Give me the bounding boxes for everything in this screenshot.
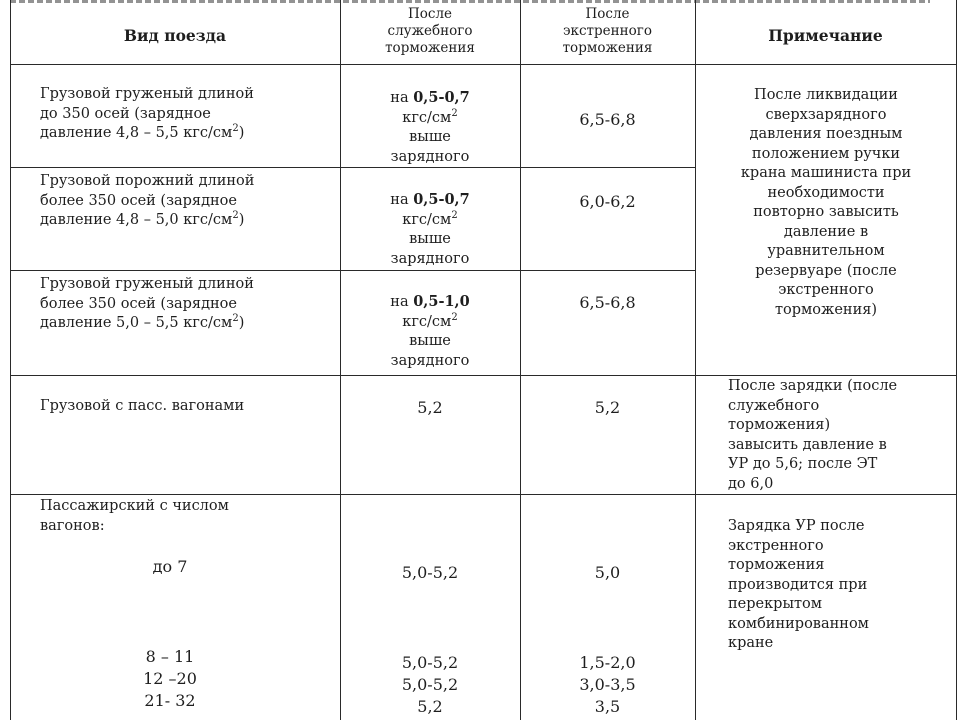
value: 5,0-5,2	[401, 653, 459, 672]
value: 3,0-3,5	[579, 675, 636, 694]
text-line	[340, 190, 520, 211]
row1-train-type	[40, 85, 335, 144]
text-line: торможения)	[728, 417, 831, 433]
grid-line	[10, 375, 957, 376]
row3-service	[340, 292, 520, 371]
value: 21- 32	[144, 691, 196, 710]
text-line: крана машиниста при	[740, 165, 912, 181]
text-line: торможения)	[774, 301, 878, 318]
text-line: Грузовой порожний длиной	[40, 173, 255, 189]
text-line: до 6,0	[728, 475, 774, 492]
row5-service-rest	[340, 652, 520, 718]
text-line: завысить давление в	[728, 436, 887, 453]
value: 5,0	[594, 563, 621, 582]
value: 5,2	[417, 697, 443, 716]
text-part: кгс/см	[402, 109, 452, 126]
superscript: 2	[451, 209, 458, 221]
text-line: Зарядка УР после	[728, 518, 865, 534]
text-line: резервуаре (после	[755, 262, 897, 279]
value: 0,5-0,7	[413, 89, 470, 106]
value: 5,0-5,2	[401, 563, 459, 582]
text-part: на	[390, 294, 414, 310]
text-part: давление 5,0 – 5,5 кгс/см	[40, 315, 233, 331]
value: 5,0-5,2	[401, 675, 459, 694]
row4-train-type	[40, 397, 335, 417]
row2-train-type	[40, 172, 335, 231]
header-train-type	[10, 26, 340, 46]
value: 6,5-6,8	[579, 110, 636, 129]
value: 0,5-1,0	[413, 293, 470, 310]
value: 5,2	[594, 398, 621, 417]
grid-line	[520, 0, 521, 720]
text-line: зарядного	[390, 352, 470, 369]
row5-emergency-rest	[520, 652, 695, 718]
text-line: Грузовой груженый длиной	[40, 86, 254, 102]
grid-line	[10, 167, 696, 168]
value: 6,5-6,8	[579, 293, 636, 312]
text-line: служебного	[728, 397, 820, 414]
text-line	[40, 124, 335, 144]
cropped-top-line	[10, 0, 930, 3]
text-line: необходимости	[767, 184, 885, 201]
text-line: зарядного	[390, 148, 470, 165]
text-part: кгс/см	[402, 313, 452, 330]
text-line: торможения	[728, 557, 825, 573]
text-part: давление 4,8 – 5,5 кгс/см	[40, 125, 233, 141]
row2-emergency	[520, 192, 695, 212]
header-line: служебного	[387, 23, 473, 39]
value: 1,5-2,0	[579, 653, 636, 672]
value: 6,0-6,2	[579, 192, 636, 211]
text-line: экстренного	[778, 282, 874, 298]
value: 0,5-0,7	[413, 191, 470, 208]
superscript: 2	[451, 311, 458, 323]
header-line: экстренного	[563, 23, 652, 39]
value: 3,5	[594, 697, 621, 716]
value: 5,2	[417, 398, 443, 417]
text-line: перекрытом	[728, 596, 823, 612]
grid-line	[10, 494, 957, 495]
row5-note	[728, 517, 953, 654]
text-line: выше	[409, 129, 451, 145]
text-part: на	[390, 192, 414, 208]
text-part: )	[238, 315, 245, 331]
superscript: 2	[232, 123, 239, 135]
header-line: После	[407, 6, 453, 22]
text-line: Грузовой груженый длиной	[40, 276, 254, 292]
text-line: кране	[728, 635, 774, 651]
text-line	[340, 88, 520, 109]
value: до 7	[152, 557, 188, 576]
text-line: Пассажирский с числом	[40, 498, 229, 514]
text-line: После ликвидации	[754, 87, 898, 103]
grid-line	[10, 0, 11, 720]
text-line: УР до 5,6; после ЭТ	[728, 456, 878, 472]
text-line	[40, 211, 335, 231]
text-part: )	[238, 125, 245, 141]
text-line	[40, 314, 335, 334]
text-line: положением ручки	[751, 145, 901, 162]
text-line: повторно завысить	[753, 204, 899, 220]
text-line: производится при	[728, 576, 868, 593]
text-line: выше	[409, 333, 451, 349]
header-note-text: Примечание	[768, 26, 883, 45]
text-line: Грузовой с пасс. вагонами	[40, 398, 245, 414]
text-part: давление 4,8 – 5,0 кгс/см	[40, 212, 233, 228]
grid-line	[956, 0, 957, 720]
header-emergency-braking	[520, 6, 695, 57]
row5-service-1	[340, 563, 520, 583]
text-part: кгс/см	[402, 211, 452, 228]
row2-service	[340, 190, 520, 269]
text-line: экстренного	[728, 537, 824, 554]
text-line: выше	[409, 231, 451, 247]
row3-train-type	[40, 275, 335, 334]
header-line: торможения	[562, 40, 653, 56]
row4-note	[728, 377, 953, 494]
text-line: более 350 осей (зарядное	[40, 295, 237, 312]
row1-emergency	[520, 110, 695, 130]
text-line: более 350 осей (зарядное	[40, 192, 237, 209]
header-service-braking	[340, 6, 520, 57]
text-part: )	[238, 212, 245, 228]
superscript: 2	[451, 107, 458, 119]
superscript: 2	[232, 210, 239, 222]
row5-sub-1	[125, 557, 215, 577]
value: 8 – 11	[145, 647, 195, 666]
text-line: вагонов:	[40, 517, 105, 534]
row1-service	[340, 88, 520, 167]
text-line: комбинированном	[728, 615, 869, 632]
grid-line	[695, 0, 696, 720]
text-part: на	[390, 90, 414, 106]
row4-service	[340, 398, 520, 418]
text-line: до 350 осей (зарядное	[40, 105, 211, 122]
superscript: 2	[232, 313, 239, 325]
grid-line	[10, 270, 696, 271]
text-line: зарядного	[390, 250, 470, 267]
row3-emergency	[520, 293, 695, 313]
text-line	[340, 292, 520, 313]
text-line: давления поездным	[749, 126, 903, 142]
row5-emergency-1	[520, 563, 695, 583]
header-train-type-text: Вид поезда	[123, 26, 227, 45]
header-line: торможения	[385, 40, 475, 56]
header-note	[695, 26, 956, 46]
text-line: сверхзарядного	[765, 106, 887, 123]
text-line	[340, 211, 520, 231]
row5-sub-2	[125, 646, 215, 712]
row4-emergency	[520, 398, 695, 418]
text-line: уравнительном	[767, 243, 885, 259]
text-line: После зарядки (после	[728, 378, 898, 394]
value: 12 –20	[143, 669, 197, 688]
text-line: давление в	[783, 223, 869, 240]
grid-line	[10, 64, 957, 65]
text-line	[340, 109, 520, 129]
note-rows-1-3	[700, 86, 952, 320]
text-line	[340, 313, 520, 333]
row5-train-type	[40, 497, 335, 536]
header-line: После	[585, 6, 630, 22]
